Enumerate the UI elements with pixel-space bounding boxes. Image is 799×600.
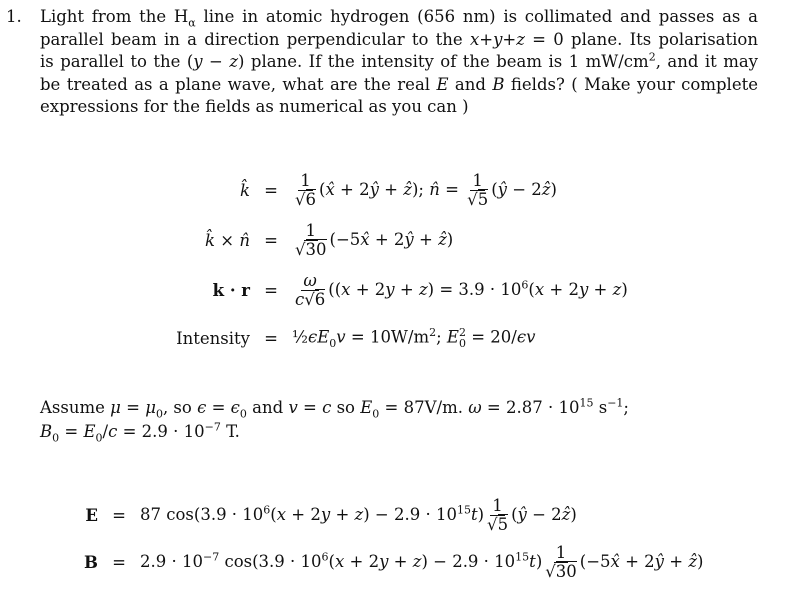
math-symbol: x: [276, 504, 287, 524]
fraction: [485, 497, 510, 534]
subscript: 0: [458, 337, 466, 350]
text-run: , and it may: [655, 52, 759, 71]
text-run: ;: [623, 398, 629, 417]
text-run: ): [570, 504, 577, 524]
subscript: 0: [372, 407, 380, 421]
eq-e-field: [70, 490, 577, 540]
math-symbol: E: [436, 74, 449, 94]
math-symbol: y: [578, 279, 589, 299]
superscript: −7: [204, 420, 221, 434]
numerator: 1: [305, 220, 316, 240]
math-symbol: ẑ: [561, 504, 571, 524]
text-run: );: [411, 179, 430, 199]
text-run: ): [477, 504, 485, 524]
math-symbol: E: [446, 327, 459, 347]
superscript: −7: [202, 550, 220, 563]
numerator: 1: [300, 170, 311, 190]
subscript: 0: [239, 407, 247, 421]
denominator: [465, 191, 490, 209]
math-symbol: x̂: [610, 551, 620, 571]
text-run: =: [439, 179, 465, 199]
equals-sign: =: [112, 505, 126, 525]
equation-lhs: [150, 329, 250, 348]
text-run: line in atomic hydrogen (656 nm) is collimated and passes as a: [195, 7, 758, 26]
fraction: [465, 172, 490, 209]
equation-rhs: [140, 544, 703, 581]
text-run: so: [331, 398, 361, 417]
numerator: 1: [472, 170, 483, 190]
text-run: +: [588, 279, 613, 299]
math-symbol: ŷ: [369, 179, 379, 199]
problem-statement: [40, 6, 758, 119]
denominator: [293, 241, 329, 259]
math-symbol: t: [529, 551, 536, 571]
denominator: [543, 563, 579, 581]
math-symbol: z: [229, 52, 239, 71]
statement-line: [40, 96, 758, 119]
math-symbol: ϵE: [308, 327, 330, 347]
math-symbol: c: [322, 398, 332, 417]
math-symbol: k̂: [205, 230, 216, 250]
radicand: 30: [305, 239, 327, 259]
math-symbol: μ: [110, 398, 121, 417]
math-symbol: E: [83, 422, 96, 441]
eq-k-cross-n: [150, 215, 453, 265]
sqrt-sign: √: [545, 561, 556, 581]
text-run: ½: [292, 327, 308, 347]
math-symbol: z: [354, 504, 364, 524]
text-run: +: [502, 29, 517, 49]
text-run: (: [491, 179, 498, 199]
text-run: ) − 2.9 · 10: [421, 551, 516, 571]
denominator: [293, 191, 318, 209]
text-run: = 2.9 · 10: [117, 422, 205, 441]
math-symbol: y: [385, 279, 395, 299]
equation-rhs: [140, 497, 577, 534]
math-symbol: ŷ: [517, 504, 527, 524]
text-run: expressions for the fields as numerical as you can ): [40, 97, 469, 116]
bold-vector: k · r: [212, 280, 250, 300]
text-run: = 2.87 · 10: [481, 398, 580, 417]
subscript: 0: [329, 336, 337, 350]
subscript: 0: [52, 431, 60, 445]
math-symbol: n̂: [239, 230, 250, 250]
text-run: + 2: [619, 551, 655, 571]
text-run: +: [388, 551, 413, 571]
numerator: 1: [492, 495, 503, 515]
equation-rhs: [292, 222, 453, 259]
equals-sign: =: [112, 552, 126, 572]
sqrt-sign: √: [467, 189, 478, 209]
text-run: = 0 plane. Its polarisation: [524, 29, 758, 49]
math-symbol: ẑ: [541, 179, 551, 199]
eq-k-dot-r: [150, 265, 628, 315]
math-symbol: ẑ: [438, 229, 447, 249]
text-run: +: [394, 279, 419, 299]
eq-b-field: [70, 537, 703, 587]
math-symbol: x: [469, 29, 480, 49]
text-run: +: [378, 179, 404, 199]
math-symbol: ω: [468, 398, 482, 417]
math-symbol: μ: [145, 398, 156, 417]
equation-lhs: [70, 506, 98, 525]
text-run: fields? ( Make your complete: [504, 74, 758, 94]
text-run: ): [446, 229, 454, 249]
subscript: 0: [155, 407, 163, 421]
text-run: ) − 2.9 · 10: [363, 504, 457, 524]
eq-intensity: [150, 313, 535, 363]
math-symbol: ϵ: [230, 398, 240, 417]
math-symbol: y: [493, 29, 503, 49]
bold-vector: B: [84, 552, 98, 572]
text-run: (: [511, 504, 518, 524]
statement-line: [40, 74, 758, 97]
text-run: (: [328, 551, 335, 571]
equation-lhs: [70, 553, 98, 572]
equation-rhs: [292, 272, 628, 309]
equals-sign: =: [264, 230, 278, 250]
math-symbol: E: [360, 398, 373, 417]
text-run: ;: [436, 327, 447, 347]
text-run: + 2: [334, 179, 370, 199]
superscript: 2: [648, 50, 656, 64]
math-symbol: B: [40, 422, 53, 441]
math-symbol: x: [334, 551, 345, 571]
eq-k-hat: [150, 165, 557, 215]
text-run: ) plane. If the intensity of the beam is 1 mW/cm: [238, 52, 649, 71]
math-symbol: y: [193, 52, 203, 71]
text-run: −: [202, 52, 230, 71]
math-symbol: v: [336, 327, 346, 347]
equation-lhs: [150, 281, 250, 300]
math-symbol: y: [379, 551, 389, 571]
superscript: 6: [521, 278, 529, 291]
subscript: α: [188, 16, 196, 30]
text-run: (: [270, 504, 277, 524]
text-run: Assume: [40, 398, 111, 417]
sqrt-sign: √: [487, 514, 498, 534]
text-run: + 2: [369, 229, 405, 249]
text-run: +: [413, 229, 439, 249]
text-run: ×: [215, 230, 240, 250]
text-run: parallel beam in a direction perpendicular to the: [40, 29, 470, 49]
superscript: 15: [456, 503, 471, 516]
text-run: +: [330, 504, 355, 524]
text-run: +: [479, 29, 494, 49]
math-symbol: ẑ: [403, 179, 412, 199]
statement-line: [40, 51, 758, 74]
text-run: and: [246, 398, 289, 417]
math-symbol: z: [516, 29, 525, 49]
denominator: [293, 291, 327, 309]
text-run: ): [621, 279, 628, 299]
text-run: and: [448, 74, 493, 94]
text-run: = 10W/m: [345, 327, 430, 347]
problem-number: 1.: [6, 7, 22, 26]
text-run: 2.9 · 10: [140, 551, 203, 571]
subscript: 0: [95, 431, 103, 445]
fraction: [293, 172, 318, 209]
equals-sign: =: [264, 180, 278, 200]
math-symbol: ϵ: [197, 398, 207, 417]
math-symbol: z: [612, 279, 622, 299]
sqrt-sign: √: [295, 239, 306, 259]
radicand: 6: [314, 289, 326, 309]
fraction: [293, 222, 329, 259]
text-run: = 20/: [465, 327, 517, 347]
math-symbol: B: [492, 74, 505, 94]
radicand: 5: [497, 514, 509, 534]
math-symbol: x: [341, 279, 351, 299]
math-symbol: y: [320, 504, 331, 524]
text-run: (−5: [329, 229, 361, 249]
text-run: ): [697, 551, 704, 571]
radicand: 30: [555, 561, 577, 581]
equation-lhs: [150, 181, 250, 200]
text-run: + 2: [350, 279, 386, 299]
text-run: − 2: [526, 504, 562, 524]
math-symbol: ŷ: [404, 229, 414, 249]
numerator: 1: [555, 542, 567, 562]
bold-vector: E: [85, 505, 98, 525]
text-run: =: [297, 398, 323, 417]
text-run: =: [120, 398, 146, 417]
equation-rhs: [292, 327, 535, 349]
text-run: = 87V/m.: [379, 398, 469, 417]
superscript: −1: [607, 396, 624, 410]
fraction: [293, 272, 327, 309]
text-run: ((: [328, 279, 342, 299]
math-symbol: c: [108, 422, 118, 441]
math-symbol: t: [470, 504, 478, 524]
superscript: 15: [515, 550, 530, 563]
math-symbol: ŷ: [497, 179, 507, 199]
text-run: , so: [162, 398, 198, 417]
fraction: [543, 544, 579, 581]
text-run: /: [102, 422, 109, 441]
text-run: Intensity: [176, 328, 250, 348]
assumption-line-1: [40, 396, 629, 421]
text-run: cos(3.9 · 10: [219, 551, 322, 571]
radicand: 5: [477, 189, 489, 209]
text-run: ): [535, 551, 543, 571]
sqrt-sign: √: [304, 289, 315, 309]
equals-sign: =: [264, 280, 278, 300]
text-run: + 2: [544, 279, 579, 299]
sup-sub: [459, 327, 466, 349]
text-run: ) = 3.9 · 10: [427, 279, 522, 299]
math-symbol: x̂: [360, 229, 370, 249]
text-run: Light from the H: [40, 7, 189, 26]
text-run: be treated as a plane wave, what are the real: [40, 74, 437, 94]
radicand: 6: [305, 189, 317, 209]
math-symbol: k̂: [240, 180, 250, 200]
superscript: 6: [263, 503, 271, 516]
math-symbol: ϵv: [516, 327, 536, 347]
superscript: 15: [579, 396, 594, 410]
text-run: + 2: [286, 504, 321, 524]
denominator: [485, 516, 510, 534]
superscript: 6: [321, 550, 329, 563]
text-run: ): [550, 179, 557, 199]
numerator: ω: [303, 270, 317, 290]
text-run: (−5: [579, 551, 611, 571]
text-run: s: [593, 398, 608, 417]
text-run: T.: [220, 422, 240, 441]
math-symbol: z: [418, 279, 428, 299]
math-symbol: v: [288, 398, 298, 417]
superscript: 2: [458, 326, 466, 339]
denominator-prefix: c: [295, 289, 305, 309]
equals-sign: =: [264, 328, 278, 348]
math-symbol: ŷ: [654, 551, 664, 571]
assumption-line-2: [40, 420, 240, 445]
text-run: + 2: [344, 551, 380, 571]
statement-line: [40, 29, 758, 52]
text-run: +: [664, 551, 689, 571]
superscript: 2: [429, 326, 437, 339]
math-symbol: z: [412, 551, 422, 571]
math-symbol: x: [534, 279, 545, 299]
text-run: is parallel to the (: [40, 52, 194, 71]
equation-lhs: [150, 231, 250, 250]
text-run: =: [59, 422, 84, 441]
text-run: =: [206, 398, 231, 417]
statement-line: [40, 6, 758, 29]
sqrt-sign: √: [295, 189, 306, 209]
math-symbol: ẑ: [688, 551, 698, 571]
text-run: (: [319, 179, 326, 199]
text-run: 87 cos(3.9 · 10: [140, 504, 264, 524]
math-symbol: n̂: [429, 179, 440, 199]
equation-rhs: [292, 172, 557, 209]
math-symbol: x̂: [325, 179, 335, 199]
text-run: − 2: [506, 179, 542, 199]
text-run: (: [528, 279, 535, 299]
